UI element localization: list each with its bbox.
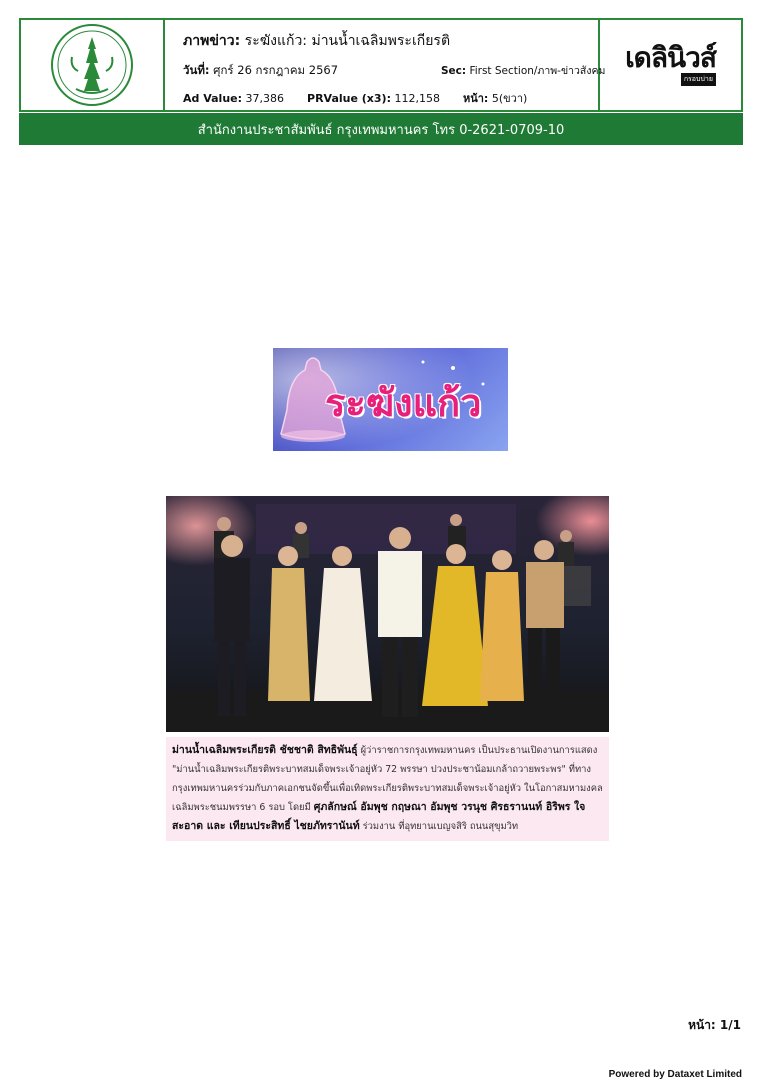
clipping-date: ศุกร์ 26 กรกฎาคม 2567 bbox=[213, 63, 339, 77]
clipping-header bbox=[19, 18, 743, 112]
sec-label: Sec: bbox=[441, 65, 467, 77]
page-number: หน้า: 1/1 bbox=[688, 1018, 741, 1032]
page-value: 5(ขวา) bbox=[491, 92, 528, 105]
pr-value: 112,158 bbox=[394, 92, 440, 105]
brand-edition: กรอบบ่าย bbox=[681, 73, 716, 86]
date-label: วันที่: bbox=[183, 63, 210, 77]
ad-value: 37,386 bbox=[245, 92, 285, 105]
section-value: First Section/ภาพ-ข่าวสังคม bbox=[469, 65, 606, 77]
pr-value-label: PRValue (x3): bbox=[307, 92, 391, 105]
ad-value-label: Ad Value: bbox=[183, 92, 243, 105]
section-info bbox=[441, 62, 605, 79]
caption-headline: ม่านน้ำเฉลิมพระเกียรติ ชัชชาติ สิทธิพันธุ์ bbox=[172, 744, 358, 756]
caption-tail: ร่วมงาน ที่อุทยานเบญจสิริ ถนนสุขุมวิท bbox=[362, 821, 519, 832]
banner-title: ระฆังแก้ว bbox=[325, 381, 482, 425]
photo-caption bbox=[166, 737, 609, 841]
bma-logo-cell bbox=[21, 20, 165, 110]
contact-bar: สำนักงานประชาสัมพันธ์ กรุงเทพมหานคร โทร 0-2621-0709-10 bbox=[19, 113, 743, 145]
column-banner bbox=[273, 348, 508, 451]
clipping-title-row bbox=[183, 30, 598, 52]
bma-seal-icon bbox=[50, 23, 134, 107]
value-row bbox=[183, 89, 598, 107]
caption-body: ผู้ว่าราชการกรุงเทพมหานคร เป็นประธานเปิดงานการแสดง "ม่านน้ำเฉลิมพระเกียรติพระบาทสมเด็จพระเจ้าอยู่หัว 72 พรรษา ปวงประชาน้อมเกล้าถวายพระพร" ที่ทางกรุงเทพมหานครร่วมกับภาคเอกชนจัดขึ้นเพื่อเทิดพระเกียรติพระบาทสมเด็จพระเจ้าอยู่หัว ในโอกาสมหามงคลเฉลิมพระชนมพรรษา 6 รอบ โดยมี bbox=[172, 745, 603, 813]
caption-names: ศุภลักษณ์ อัมพุช กฤษณา อัมพุช วรนุช ศิรธรานนท์ อิริพร ใจสะอาด และ เทียนประสิทธิ์ ไชยภัทรานันท์ bbox=[172, 801, 586, 832]
powered-by: Powered by Dataxet Limited bbox=[608, 1069, 742, 1080]
event-photo bbox=[166, 496, 609, 732]
newspaper-brand-cell bbox=[600, 20, 741, 110]
event-photo-image bbox=[166, 496, 609, 732]
clipping-info bbox=[165, 20, 606, 110]
title-label: ภาพข่าว: bbox=[183, 33, 241, 49]
dailynews-logo bbox=[625, 44, 716, 86]
date-row bbox=[183, 62, 606, 80]
brand-name: เดลินิวส์ bbox=[625, 42, 716, 73]
clipping-title: ระฆังแก้ว: ม่านน้ำเฉลิมพระเกียรติ bbox=[244, 33, 451, 49]
page-label: หน้า: bbox=[462, 92, 489, 105]
